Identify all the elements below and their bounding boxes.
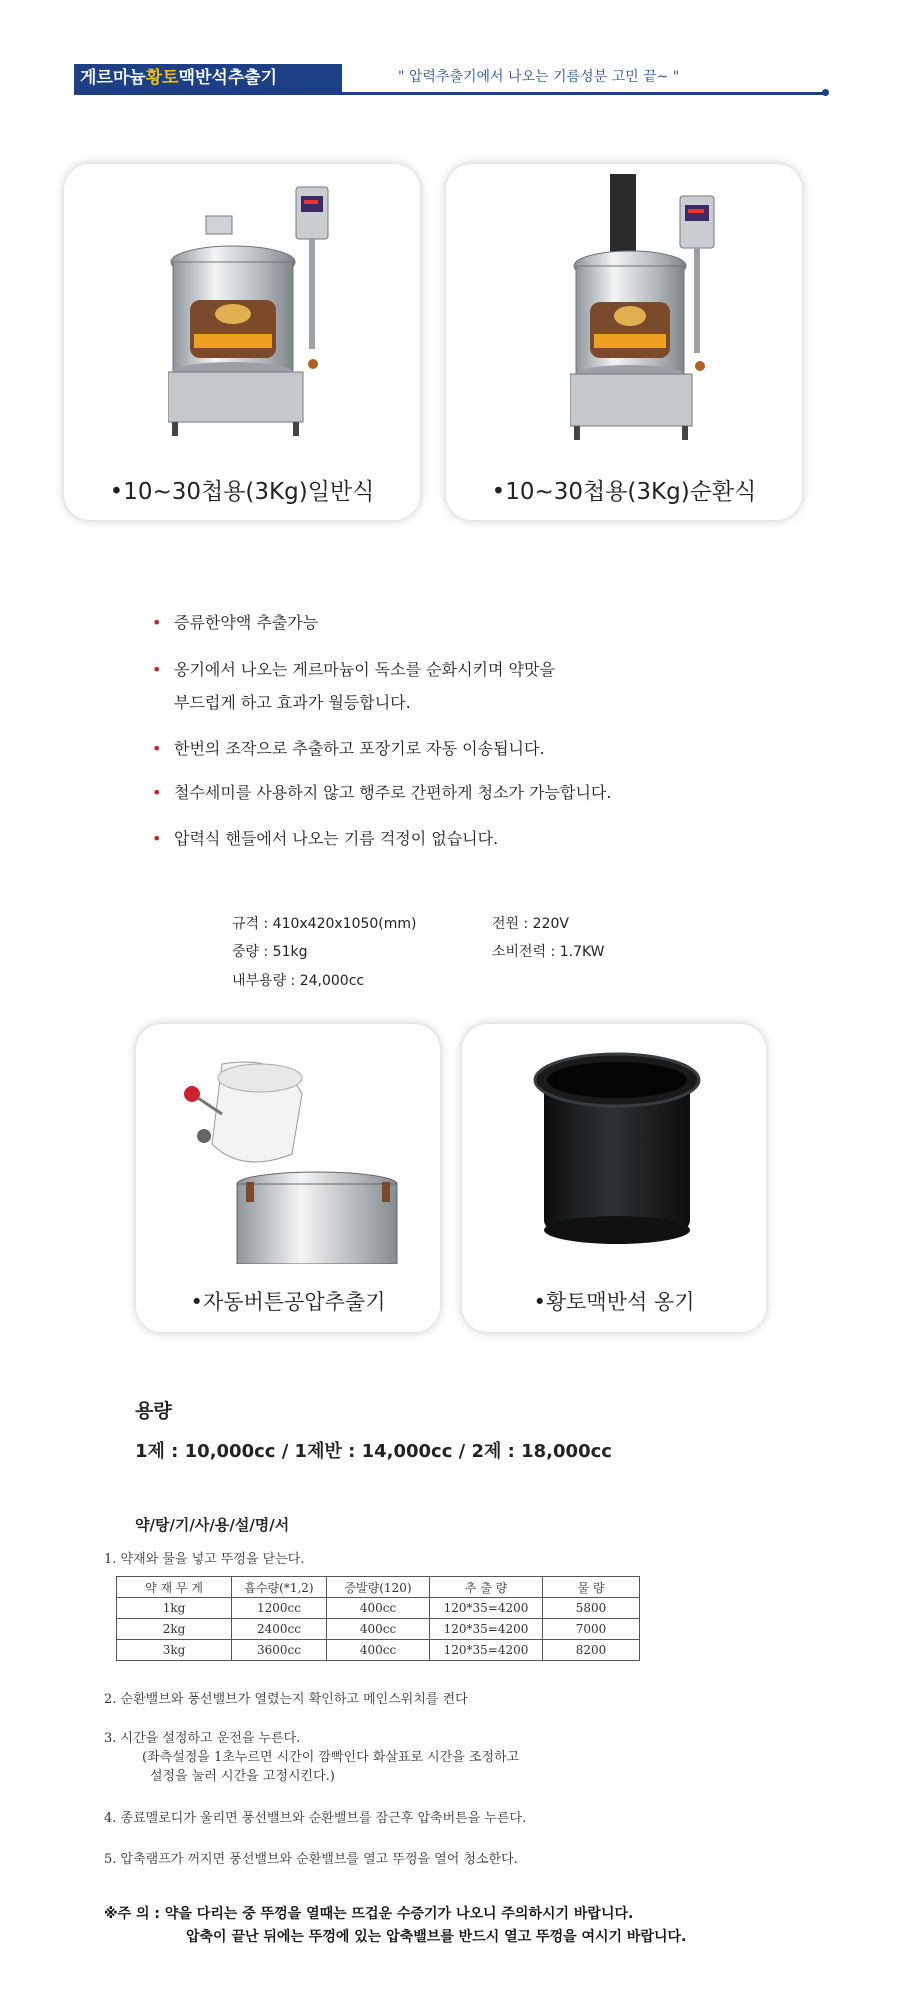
table-cell: 2400cc (232, 1619, 327, 1640)
spec-size: 규격 : 410x420x1050(mm) (232, 916, 417, 932)
table-cell: 400cc (327, 1619, 430, 1640)
caution-line-1: ※주 의 : 약을 다리는 중 뚜껑을 열때는 뜨겁운 수증기가 나오니 주의하시기 바랍니다. (104, 1906, 634, 1922)
bullet-icon: • (152, 783, 162, 802)
feature-text: 증류한약액 추출가능 (174, 613, 319, 632)
manual-step-3-note-2: 설정을 눌러 시간을 고정시킨다.) (150, 1769, 335, 1784)
table-cell: 8200 (543, 1640, 640, 1661)
table-header: 약 재 무 게 (117, 1577, 232, 1598)
title-highlight: 황토 (145, 68, 179, 88)
feature-item (152, 732, 545, 765)
table-cell: 400cc (327, 1640, 430, 1661)
table-cell: 5800 (543, 1598, 640, 1619)
table-row (117, 1619, 640, 1640)
manual-step-1: 1. 약재와 물을 넣고 뚜껑을 닫는다. (104, 1552, 305, 1567)
capacity-heading: 용량 (135, 1400, 172, 1422)
part-card-pot (462, 1024, 766, 1332)
bullet-icon: • (152, 613, 162, 632)
table-cell: 3kg (117, 1640, 232, 1661)
product-card-standard (64, 164, 420, 520)
spec-weight: 중량 : 51kg (232, 944, 308, 960)
extractor-circulating-image (570, 174, 740, 459)
dosage-table (116, 1576, 640, 1661)
table-cell: 3600cc (232, 1640, 327, 1661)
bullet-icon: • (152, 660, 162, 679)
pneumatic-extractor-image (182, 1054, 412, 1264)
feature-text: 압력식 핸들에서 나오는 기름 걱정이 없습니다. (174, 829, 499, 848)
capacity-values: 1제 : 10,000cc / 1제반 : 14,000cc / 2제 : 18,000cc (135, 1441, 612, 1462)
feature-item (152, 606, 318, 639)
table-header: 추 출 량 (430, 1577, 543, 1598)
header-tagline: " 압력추출기에서 나오는 기름성분 고민 끝~ " (398, 69, 680, 85)
feature-text: 철수세미를 사용하지 않고 행주로 간편하게 청소가 가능합니다. (174, 783, 612, 802)
feature-item (152, 776, 611, 809)
feature-text: 옹기에서 나오는 게르마늄이 독소를 순화시키며 약맛을 (174, 660, 555, 679)
bullet-icon: • (152, 829, 162, 848)
spec-consumption: 소비전력 : 1.7KW (492, 944, 605, 960)
feature-text: 한번의 조작으로 추출하고 포장기로 자동 이송됩니다. (174, 739, 545, 758)
table-cell: 120*35=4200 (430, 1619, 543, 1640)
table-header: 물 량 (543, 1577, 640, 1598)
part-label-pot: •황토맥반석 옹기 (533, 1290, 695, 1314)
title-suffix: 맥반석추출기 (178, 68, 278, 88)
header-divider-dot (822, 89, 829, 96)
clay-pot-image (532, 1046, 702, 1246)
manual-step-5: 5. 압축램프가 꺼지면 풍선밸브와 순환밸브를 열고 뚜껑을 열어 청소한다. (104, 1852, 518, 1867)
feature-text-cont: 부드럽게 하고 효과가 월등합니다. (174, 693, 411, 712)
table-cell: 2kg (117, 1619, 232, 1640)
caution-line-2: 압축이 끝난 뒤에는 뚜껑에 있는 압축밸브를 반드시 열고 뚜껑을 여시기 바랍니다. (186, 1929, 687, 1945)
table-row (117, 1598, 640, 1619)
feature-item (152, 653, 555, 719)
table-header: 증발량(120) (327, 1577, 430, 1598)
bullet-icon: • (152, 739, 162, 758)
part-card-pneumatic (136, 1024, 440, 1332)
title-prefix: 게르마늄 (80, 68, 146, 88)
table-cell: 1200cc (232, 1598, 327, 1619)
product-label-standard: •10~30첩용(3Kg)일반식 (109, 479, 375, 505)
extractor-standard-image (168, 182, 338, 457)
table-cell: 120*35=4200 (430, 1598, 543, 1619)
manual-title: 약/탕/기/사/용/설/명/서 (135, 1516, 290, 1534)
table-header: 흡수량(*1,2) (232, 1577, 327, 1598)
feature-item (152, 822, 498, 855)
part-label-pneumatic: •자동버튼공압추출기 (190, 1290, 386, 1314)
manual-step-4: 4. 종료멜로디가 울리면 풍선밸브와 순환밸브를 잠근후 압축버튼을 누른다. (104, 1811, 527, 1826)
header-divider (74, 92, 824, 95)
table-row (117, 1640, 640, 1661)
page-title (74, 64, 342, 92)
spec-power: 전원 : 220V (492, 916, 569, 932)
product-card-circulating (446, 164, 802, 520)
manual-step-3-note-1: (좌측설정을 1초누르면 시간이 깜빡인다 화살표로 시간을 조정하고 (142, 1750, 520, 1765)
table-cell: 7000 (543, 1619, 640, 1640)
manual-step-3: 3. 시간을 설정하고 운전을 누른다. (104, 1731, 301, 1746)
manual-step-2: 2. 순환밸브와 풍선밸브가 열렸는지 확인하고 메인스위치를 켠다 (104, 1692, 468, 1707)
product-label-circulating: •10~30첩용(3Kg)순환식 (491, 479, 757, 505)
table-cell: 1kg (117, 1598, 232, 1619)
spec-volume: 내부용량 : 24,000cc (232, 973, 365, 989)
table-header-row (117, 1577, 640, 1598)
table-cell: 400cc (327, 1598, 430, 1619)
table-cell: 120*35=4200 (430, 1640, 543, 1661)
